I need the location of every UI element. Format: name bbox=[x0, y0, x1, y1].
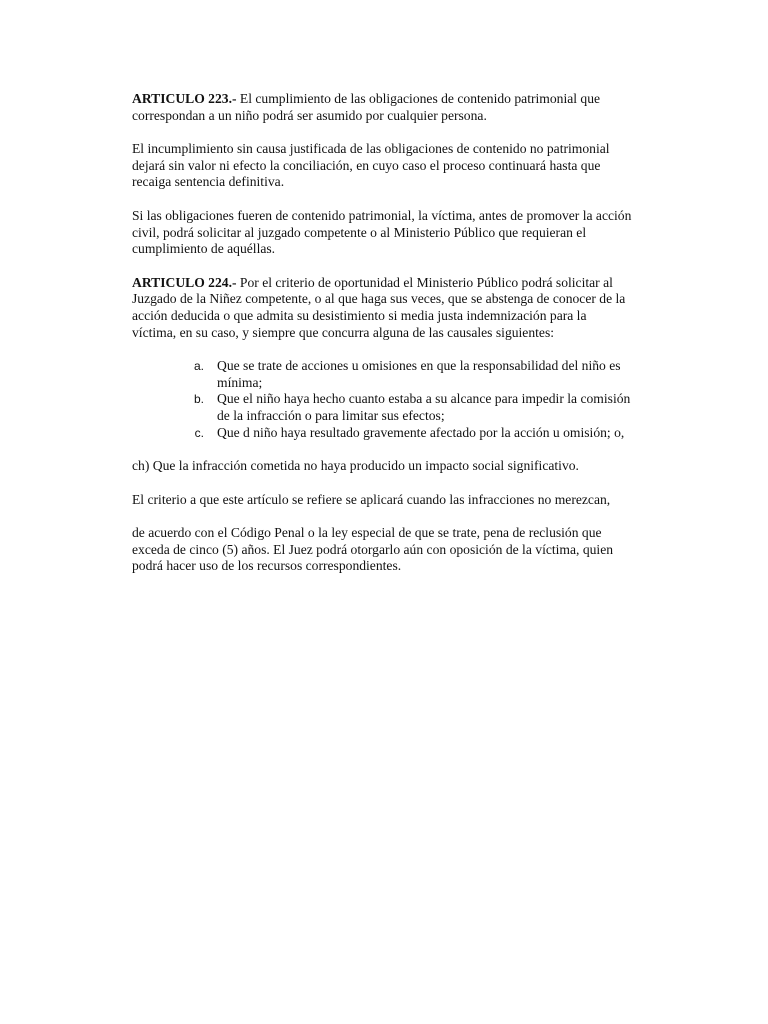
article-223-heading: ARTICULO 223.- bbox=[132, 91, 237, 106]
document-page bbox=[132, 91, 634, 592]
codigo-penal-paragraph: de acuerdo con el Código Penal o la ley especial de que se trate, pena de reclusión que exceda de cinco (5) años. El Juez podrá otorgarlo aún con oposición de la víctima, quien podrá hacer uso de los recursos correspondientes. bbox=[132, 525, 614, 574]
list-item bbox=[132, 425, 634, 442]
list-item-text: Que se trate de acciones u omisiones en que la responsabilidad del niño es mínima; bbox=[217, 358, 621, 390]
incumplimiento-paragraph: El incumplimiento sin causa justificada de las obligaciones de contenido no patrimonial dejará sin valor ni efecto la conciliación, en cuyo caso el proceso continuará hasta que recaiga sentencia definitiva. bbox=[132, 141, 610, 190]
ch-paragraph: ch) Que la infracción cometida no haya producido un impacto social significativo. bbox=[132, 458, 579, 474]
criterio-paragraph: El criterio a que este artículo se refiere se aplicará cuando las infracciones no merezcan, bbox=[132, 491, 611, 507]
list-item-text: Que el niño haya hecho cuanto estaba a su alcance para impedir la comisión de la infracción o para limitar sus efectos; bbox=[217, 391, 631, 423]
causales-list bbox=[132, 358, 634, 441]
list-marker: c. bbox=[194, 425, 204, 440]
article-224-paragraph bbox=[132, 275, 634, 341]
list-marker: a. bbox=[193, 359, 204, 374]
article-223-paragraph bbox=[132, 91, 634, 124]
article-224-text: Por el criterio de oportunidad el Ministerio Público podrá solicitar al Juzgado de la Niñez competente, o al que haga sus veces, que se abstenga de conocer de la acción deducida o que admita su desistimiento si media justa indemnización para la víctima, en su caso, y siempre que concurra alguna de las causales siguientes: bbox=[132, 274, 626, 340]
article-223-text: El cumplimiento de las obligaciones de contenido patrimonial que correspondan a un niño podrá ser asumido por cualquier persona. bbox=[132, 91, 601, 123]
list-marker: b. bbox=[193, 392, 204, 407]
patrimonial-paragraph: Si las obligaciones fueren de contenido patrimonial, la víctima, antes de promover la acción civil, podrá solicitar al juzgado competente o al Ministerio Público que requieran el cumplimiento de aquéllas. bbox=[132, 207, 632, 257]
article-224-heading: ARTICULO 224.- bbox=[132, 274, 237, 290]
list-item-text: Que d niño haya resultado gravemente afectado por la acción u omisión; o, bbox=[217, 424, 625, 440]
list-item bbox=[132, 358, 634, 391]
list-item bbox=[132, 391, 634, 424]
